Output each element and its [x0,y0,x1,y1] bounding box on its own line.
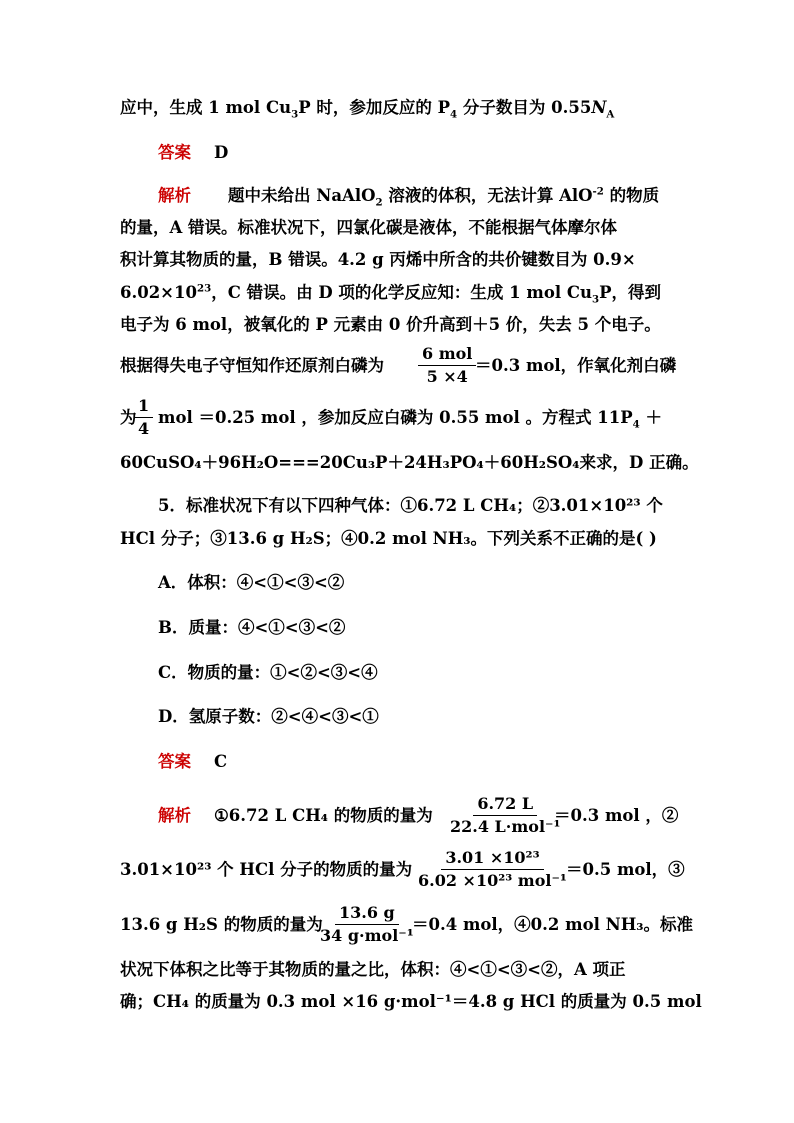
option-c [0,663,794,682]
text: 13.6 g H₂S 的物质的量为 [120,915,323,934]
equation: 60CuSO₄＋96H₂O===20Cu₃P＋24H₃PO₄＋60H₂SO₄来求，D 正确。 [120,453,699,472]
text: mol ＝0.25 mol ，参加反应白磷为 0.55 mol 。方程式 $11P_4$ ＋ [158,408,663,431]
analysis-line-8 [0,453,794,472]
text: ＝0.3 mol ，② [554,806,679,825]
question-5-line-1 [0,496,794,515]
analysis-label: 解析 [158,806,191,825]
analysis-line-6 [0,344,794,386]
text: 积计算其物质的量，B 错误。4.2 g 丙烯中所含的共价键数目为 0.9× [120,250,636,269]
answer-label: 答案 [158,752,191,771]
question-5-line-2 [0,529,794,548]
fraction: $\frac{1}{4}$ [134,398,153,437]
text: 根据得失电子守恒知作还原剂白磷为 [120,356,384,375]
fraction: 6.72 L 22.4 L·mol⁻¹ [450,794,561,836]
analysis2-line-1 [0,794,794,836]
fraction: 3.01 ×10²³ 6.02 ×10²³ mol⁻¹ [418,848,567,890]
question-text: 5．标准状况下有以下四种气体：①6.72 L CH₄；②3.01×10²³ 个 [158,496,663,515]
analysis-line-5 [0,315,794,334]
text: 确；CH₄ 的质量为 0.3 mol ×16 g·mol⁻¹＝4.8 g HCl 的质量为 0.5 mol [120,992,702,1011]
text-line-1 [0,98,794,121]
text: ①6.72 L CH₄ 的物质的量为 [214,806,433,825]
fraction: 13.6 g 34 g·mol⁻¹ [320,903,414,945]
text: 应中，生成 1 mol $Cu_3P$ 时，参加反应的 $P_4$ 分子数目为 $0.55N_A$ [120,98,615,121]
option-text: C．物质的量：①<②<③<④ [158,663,378,682]
answer-value: C [214,752,228,771]
analysis-line-1 [0,185,794,209]
option-d [0,707,794,726]
option-text: D．氢原子数：②<④<③<① [158,707,379,726]
text: 电子为 6 mol，被氧化的 P 元素由 0 价升高到＋5 价，失去 5 个电子。 [120,315,661,334]
text: 为 [120,408,137,427]
option-b [0,618,794,637]
analysis2-line-3 [0,903,794,945]
text: ＝0.3 mol，作氧化剂白磷 [475,356,677,375]
analysis2-line-5 [0,992,794,1011]
option-text: B．质量：④<①<③<② [158,618,346,637]
analysis-line-7 [0,396,794,438]
analysis-label: 解析 [158,186,191,205]
answer-value: D [214,143,229,162]
answer-label: 答案 [158,143,191,162]
option-text: A．体积：④<①<③<② [158,573,345,592]
analysis-line-3 [0,250,794,269]
text: 的量，A 错误。标准状况下，四氯化碳是液体，不能根据气体摩尔体 [120,218,618,237]
answer-line-2 [0,752,794,771]
text: 题中未给出 NaAlO$_2$ 溶液的体积，无法计算 AlO$^{-2}$ 的物质 [228,185,660,209]
text: 3.01×10²³ 个 HCl 分子的物质的量为 [120,860,413,879]
analysis2-line-2 [0,848,794,890]
analysis-line-4 [0,282,794,306]
analysis2-line-4 [0,960,794,979]
question-text: HCl 分子；③13.6 g H₂S；④0.2 mol NH₃。下列关系不正确的是( ) [120,529,657,548]
fraction: 6 mol 5 ×4 [418,346,476,385]
text: $6.02\times 10^{23}$，C 错误。由 D 项的化学反应知：生成 1 mol $Cu_3P$，得到 [120,282,662,306]
text: ＝0.4 mol，④0.2 mol NH₃。标准 [412,915,694,934]
text: 状况下体积之比等于其物质的量之比，体积：④<①<③<②，A 项正 [120,960,626,979]
answer-line-1 [0,143,794,162]
analysis-line-2 [0,218,794,237]
text: ＝0.5 mol，③ [566,860,685,879]
option-a [0,573,794,592]
